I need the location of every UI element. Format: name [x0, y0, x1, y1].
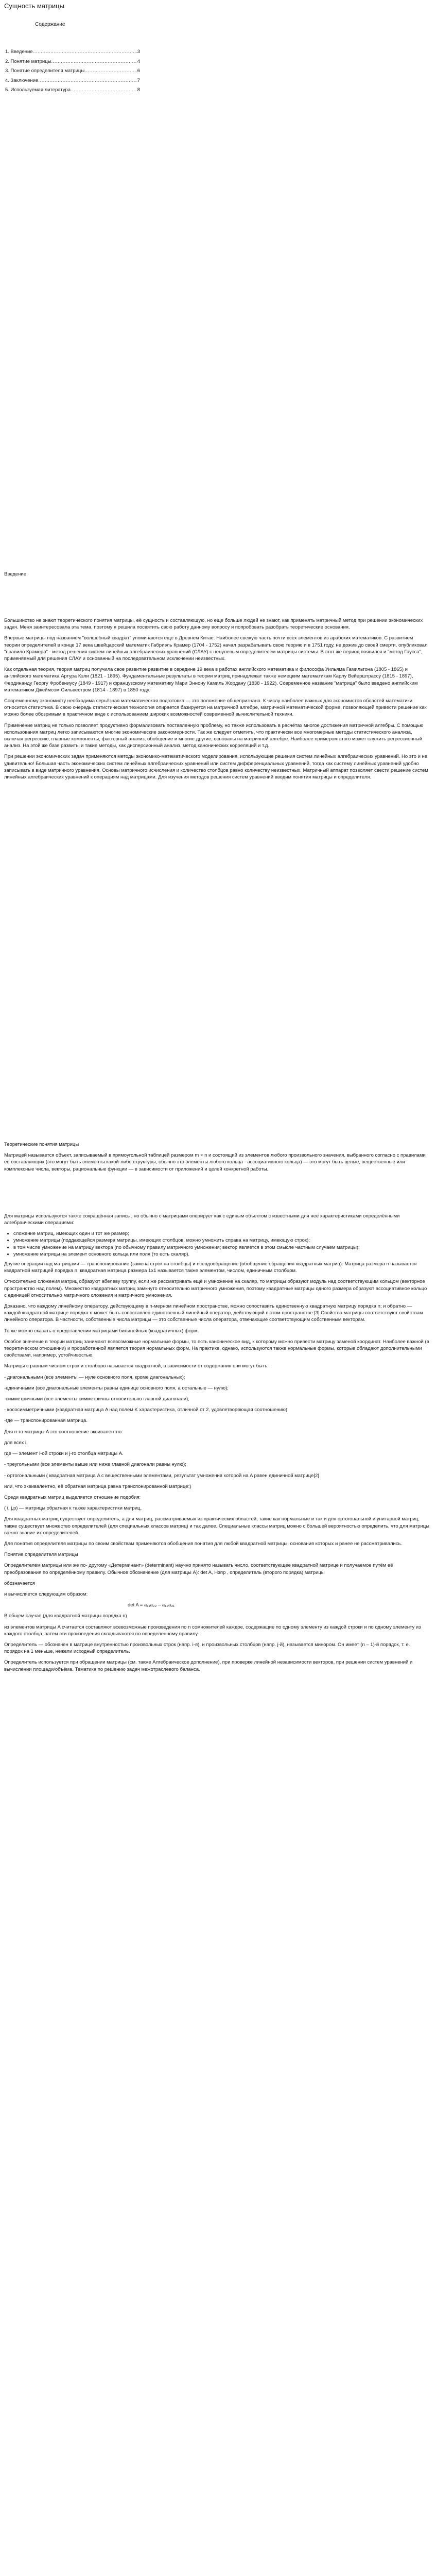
matrix-type-item: - треугольными (все элементы выше или ниже главной диагонали равны нулю);: [4, 1462, 186, 1468]
theory-paragraph: Матрицей называется объект, записываемый в прямоугольной таблицей размером m × n и состоящий из элементов любого произвольного значения, выбранного согласно с правилами ее составляющих (это могут быть элементы какой-либо структуры, обычно это элементы любого кольца - ассоциативного кольца) — это могут быть целые, вещественные или комплексные числа, векторы, рациональные функции — в зависимости от приложений и целей конкретной работы.: [4, 1153, 426, 1172]
theory-paragraph: То же можно сказать о представлении матрицами билинейных (квадратичных) форм.: [4, 1328, 199, 1334]
toc-dots: [51, 58, 137, 65]
toc-item-page: 7: [137, 77, 140, 83]
theory-paragraph: Среди квадратных матриц выделяется отношение подобия:: [4, 1494, 141, 1500]
toc-item-label: 1. Введение: [5, 49, 33, 55]
operation-item: • в том числе умножение на матрицу вектора (по обычному правилу матричного умножения; вектор является в этом смысле частным случаем матрицы);: [13, 1244, 429, 1251]
intro-paragraph: Большинство не знают теоретического понятия матрицы, её сущность и составляющую, но еще больше людей не знают, как применять матричный метод при решении экономических задач. Меня заинтересовала эта тема, поэтому я решила посвятить свою работу данному вопросу и попробовать разобрать теоретические основания.: [4, 618, 423, 631]
theory-paragraph: Другие операции над матрицами — транспонирование (замена строк на столбцы) и псевдообращение (обобщение обращения квадратных матриц). Матрица размера n называется квадратной матрицей порядка n; квадратная матрица размера 1x1 называется также элементом, числом, единичным столбцом.: [4, 1261, 417, 1274]
toc-item-label: 2. Понятие матрицы: [5, 58, 51, 64]
intro-paragraph: Как отдельная теория, теория матриц получила свое развитие развитие в середине 19 века в работах английского математика и философа Уильяма Гамильтона (1805 - 1865) и английского математика Артура Кэли (1821 - 1895). Фундаментальные результаты в теории матриц принадлежат также немецким математикам Карлу Вейерштрассу (1815 - 1897), Фердинанду Георгу Фробениусу (1849 - 1917) и французскому математику Мари Эннону Камиль Жордану (1838 - 1922). Современное название "матрица" было введено английским математиком Джеймсом Сильвестром (1814 - 1897) в 1850 году.: [4, 667, 418, 693]
operation-item: • умножение матрицы на элемент основного кольца или поля (то есть скаляр).: [13, 1251, 429, 1258]
operation-item: • сложение матриц, имеющих один и тот же размер;: [13, 1230, 429, 1237]
toc-item-page: 4: [137, 58, 140, 64]
intro-paragraph: Применение матриц не только позволяет продуктивно формализовать поставленную проблему, но также использовать в расчётах многое достижения матричной алгебры. С помощью использования матриц легко записываются многие экономические закономерности. Так же следует отметить, что практически все многомерные методы статистического анализа, включая регрессию, главные компоненты, факторный анализ, обобщение и многие другие, основаны на матричной алгебре. Наиболее примером этого может служить регрессионный анализ. На этой же базе развиты и такие методы, как дисперсионный анализ, метод канонических корреляций и т.д.: [4, 722, 424, 749]
table-of-contents: [5, 48, 140, 96]
theory-paragraph: из элементов матрицы A считается составляют всевозможные произведения по n сомножителей каждое, содержащие по одному элементу из каждой строки и по одному элементу из каждого столбца, затем эти произведения складываются по определенному правилу.: [4, 1624, 421, 1637]
theory-paragraph: Доказано, что каждому линейному оператору, действующему в n-мерном линейном пространстве, можно сопоставить единственную квадратную матрицу порядка n; и обратно — каждой квадратной матрице порядка n может быть сопоставлен единственный линейный оператор, действующий в этом пространстве.[3] Свойства матрицы соответствуют свойствам линейного оператора. В частности, собственные числа матрицы — это собственные числа оператора, отвечающие соответствующим собственным векторам.: [4, 1303, 423, 1323]
intro-section: [4, 617, 429, 785]
theory-paragraph: ( i, j,p) — матрицы обратная к также характеристики матриц,: [4, 1505, 142, 1512]
matrix-type-item: -симметричными (все элементы симметричны относительно главной диагонали);: [4, 1396, 189, 1402]
toc-item[interactable]: [5, 58, 140, 68]
theory-paragraph: Для квадратных матриц существует определитель, а для матриц, рассматриваемых из практических областей, такие как нормальные и так и для ортогональной и унитарной матриц, также существует множество определителей (для специальных классов матриц) и так далее. Специальные классы матриц можно с большей вероятностью определить, что для матрицы важно знание их определителей.: [4, 1516, 429, 1536]
toc-dots: [33, 48, 137, 55]
toc-item-label: 3. Понятие определителя матрицы: [5, 68, 85, 74]
toc-item-page: 8: [137, 87, 140, 93]
matrix-type-item: - ортогональными ( квадратная матрица A с вещественными элементами, результат умножения которой на A равен единичной матрице[2]: [4, 1472, 319, 1479]
toc-dots: [84, 67, 137, 74]
theory-paragraph: Определителем матрицы или же по- другому «Детерминант» (determinant) научно принято называть число, соответствующее квадратной матрице и получаемое путём её преобразования по определённому правилу. Обычное обозначение (для матрицы A): det A, Hэпр , определитель (второго порядка) матрицы: [4, 1563, 393, 1575]
theory-paragraph: и вычисляется следующим образом:: [4, 1591, 88, 1597]
theory-paragraph: или, что эквивалентно, её обратная матрица равна транспонированной матрице:): [4, 1483, 191, 1489]
theory-paragraph: для всех i,: [4, 1439, 28, 1446]
intro-heading: Введение: [4, 571, 27, 577]
operations-list: [4, 1230, 429, 1258]
toc-item-label: 4. Заключение: [5, 77, 39, 83]
document-title: Сущность матрицы: [4, 2, 64, 10]
matrix-type-item: - кососимметричными (квадратная матрица A над полем K характеристика, отличной от 2, удовлетворяющая соотношению): [4, 1407, 288, 1413]
theory-paragraph: где — элемент i-ой строки и j-го столбца матрицы A.: [4, 1451, 124, 1457]
intro-paragraph: При решении экономических задач применяются методы экономико-математического моделирования, использующие решения систем линейных алгебраических уравнений. Но это и не удивительно! Большая часть экономических систем линейных алгебраических уравнений или систем дифференциальных уравнений, тогда как систему линейных уравнений удобно записывать в виде матричного уравнения. Основы матричного исчисления и количество столбцов равно количеству неизвестных. Матричный аппарат позволяет свести решение систем линейных алгебраических уравнений к операциям над матрицами. Для изучения методов решения систем уравнений вводим понятия матрицы и определителя.: [4, 754, 428, 781]
theory-paragraph: Относительно сложения матриц образуют абелеву группу, если же рассматривать ещё и умножение на скаляр, то матрицы образуют модуль над соответствующим кольцом (векторное пространство над полем). Множество квадратных матриц замкнуто относительно матричного умножения, поэтому квадратные матрицы одного размера образуют ассоциативное кольцо с единицей относительно матричного сложения и матричного умножения.: [4, 1279, 427, 1298]
toc-heading: Содержание: [35, 22, 65, 27]
theory-paragraph: Для n-го матрицы A это соотношение эквивалентно:: [4, 1429, 123, 1435]
matrix-type-item: -единичными (все диагональные элементы равны единице основного поля, а остальные — нулю);: [4, 1385, 229, 1391]
theory-paragraph: Для понятия определителя матрицы по своим свойствам применяются обобщения понятия для любой квадратной матрицы, основания которых и ранее не рассматривались.: [4, 1540, 403, 1547]
matrix-type-item: -где — транспонированная матрица.: [4, 1418, 88, 1424]
theory-paragraph: Определитель используется при обращении матрицы (см. также Алгебраическое дополнение), при проверке линейной независимости векторов, при решении систем уравнений и вычислении площади/объёма. Тематика по решению задач межотраслевого баланса.: [4, 1659, 413, 1672]
intro-paragraph: Впервые матрицы под названием "волшебный квадрат" упоминаются еще в Древнем Китае. Наиболее свежую часть почти всех элементов из арабских математиков. С развитием теории определителей в конце 17 века швейцарский математик Габриэль Крамер (1704 - 1752) начал разрабатывать свою теорию и в 1751 году, не дожив до своей смерти, опубликовал "правило Крамера" - метод решения систем линейных алгебраических уравнений (СЛАУ) с ненулевым определителем матрицы системы. В этот же период появился и "метод Гаусса", применяемый для решения СЛАУ и основанный на последовательном исключении неизвестных.: [4, 635, 428, 662]
toc-item-label: 5. Используемая литература: [5, 87, 71, 93]
theory-paragraph: Для матрицы используются также сокращённая запись , но обычно с матрицами оперирует как с единым объектом с известными для нее характеристиками определёнными алгебраическими операциями:: [4, 1213, 400, 1226]
theory-paragraph: В общем случае (для квадратной матрицы порядка n): [4, 1613, 127, 1619]
theory-paragraph: Матрицы с равным числом строк и столбцов называется квадратной, в зависимости от содержания они могут быть:: [4, 1363, 269, 1369]
toc-item[interactable]: [5, 77, 140, 87]
determinant-heading: Понятие определителя матрицы: [4, 1552, 78, 1558]
operation-item: • умножение матрицы (поддающейся размера матрицы, имеющих столбцов, можно умножить справа на матрицу, имеющую строк);: [13, 1237, 429, 1244]
theory-heading: Теоретические понятия матрицы: [4, 1142, 79, 1147]
toc-item[interactable]: [5, 48, 140, 58]
toc-dots: [71, 87, 137, 93]
toc-item[interactable]: [5, 87, 140, 96]
toc-item-page: 6: [137, 68, 140, 74]
determinant-formula: det A = a₁₁a₂₂ – a₁₂a₂₁: [128, 1602, 175, 1608]
theory-paragraph: Особое значение в теории матриц занимают всевозможные нормальные формы, то есть каноническое вид, к которому можно привести матрицу заменой координат. Наиболее важной (в теоретическом отношении) и проработанной является теория нормальных форм. На практике, однако, используются также нормальные формы, которые обладают дополнительными свойствами, например, устойчивостью.: [4, 1338, 429, 1359]
theory-paragraph: Определитель — обозначен в матрице внутренностью произвольных строк (напр. i-я), и произвольных столбцов (напр. j-й), называется минором. Он имеет (n – 1)-й порядок, т. е. порядок на 1 меньше, нежели исходный определитель.: [4, 1641, 410, 1655]
toc-item-page: 3: [137, 49, 140, 55]
intro-paragraph: Современному экономисту необходима серьёзная математическая подготовка — это положение общепризнано. К числу наиболее важных для экономистов областей математики относится статистика. В свою очередь статистическая технология опирается базируется на матричной алгебре, матричной математической форме, позволяющей привести решение как можно более обозримым в практичном виде с использованием широких возможностей современной вычислительной техники.: [4, 698, 427, 718]
theory-section: [4, 1141, 429, 1677]
toc-dots: [38, 77, 137, 84]
theory-paragraph: обозначается: [4, 1580, 35, 1586]
matrix-figure-space: [4, 1177, 429, 1213]
matrix-type-item: - диагональными (все элементы — нуле основного поля, кроме диагональных);: [4, 1374, 185, 1380]
toc-item[interactable]: [5, 67, 140, 77]
